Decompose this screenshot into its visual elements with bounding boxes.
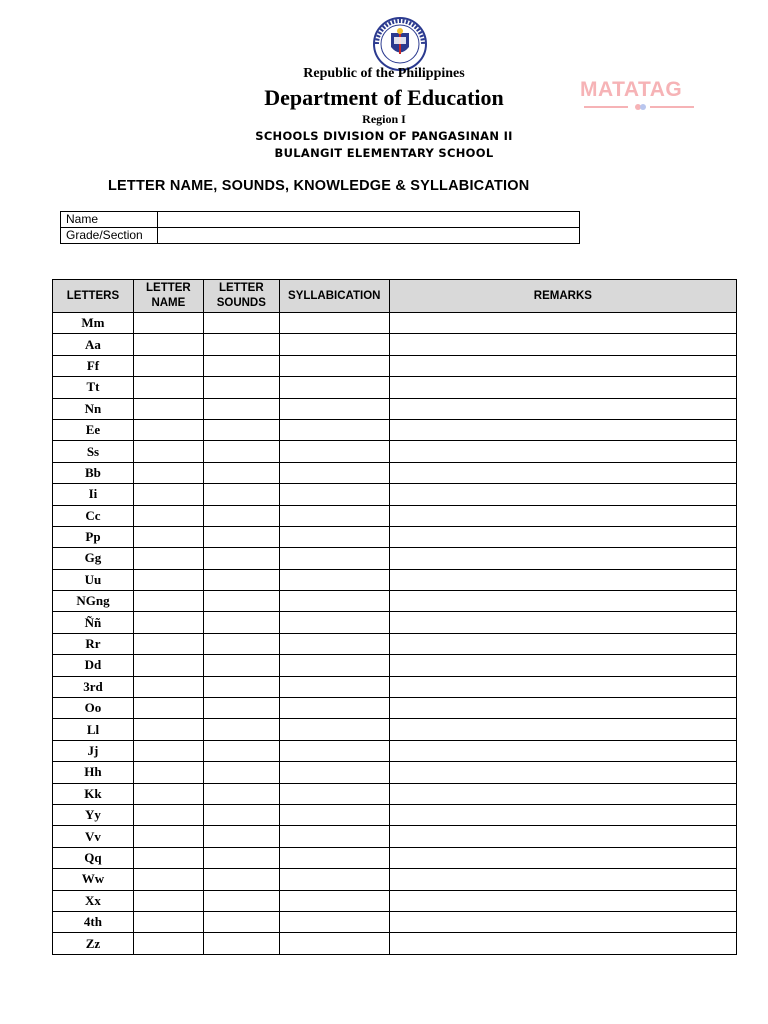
table-row (53, 377, 737, 398)
letter-sounds-cell[interactable] (203, 591, 279, 612)
remarks-cell[interactable] (389, 313, 736, 334)
letter-sounds-cell[interactable] (203, 355, 279, 376)
remarks-cell[interactable] (389, 355, 736, 376)
letter-name-cell[interactable] (133, 484, 203, 505)
remarks-cell[interactable] (389, 548, 736, 569)
remarks-cell[interactable] (389, 591, 736, 612)
letter-cell: Aa (53, 334, 134, 355)
letter-name-cell[interactable] (133, 676, 203, 697)
letter-name-cell[interactable] (133, 869, 203, 890)
remarks-cell[interactable] (389, 676, 736, 697)
table-row (53, 484, 737, 505)
deped-seal-icon (369, 17, 431, 71)
letter-name-cell[interactable] (133, 890, 203, 911)
letter-cell: Bb (53, 462, 134, 483)
letter-cell: Ll (53, 719, 134, 740)
syllabication-cell[interactable] (279, 890, 389, 911)
letter-name-cell[interactable] (133, 398, 203, 419)
table-row (53, 505, 737, 526)
letter-sounds-cell[interactable] (203, 526, 279, 547)
syllabication-cell[interactable] (279, 462, 389, 483)
table-row (53, 462, 737, 483)
matatag-logo: MATATAG (580, 78, 683, 101)
table-row (53, 911, 737, 932)
syllabication-cell[interactable] (279, 869, 389, 890)
letter-name-cell[interactable] (133, 377, 203, 398)
syllabication-cell[interactable] (279, 676, 389, 697)
letter-name-cell[interactable] (133, 783, 203, 804)
letter-cell: Vv (53, 826, 134, 847)
letter-cell: Ss (53, 441, 134, 462)
syllabication-cell[interactable] (279, 804, 389, 825)
letter-cell: Ff (53, 355, 134, 376)
table-row (53, 740, 737, 761)
syllabication-cell[interactable] (279, 933, 389, 954)
syllabication-cell[interactable] (279, 548, 389, 569)
grade-section-label: Grade/Section (61, 228, 158, 244)
remarks-cell[interactable] (389, 462, 736, 483)
header-remarks: REMARKS (389, 280, 736, 313)
syllabication-cell[interactable] (279, 633, 389, 654)
syllabication-cell[interactable] (279, 398, 389, 419)
name-label: Name (61, 212, 158, 228)
letter-name-cell[interactable] (133, 462, 203, 483)
letter-cell: Cc (53, 505, 134, 526)
name-field[interactable] (158, 212, 580, 228)
syllabication-cell[interactable] (279, 313, 389, 334)
letter-name-cell[interactable] (133, 505, 203, 526)
remarks-cell[interactable] (389, 719, 736, 740)
letter-cell: 3rd (53, 676, 134, 697)
remarks-cell[interactable] (389, 933, 736, 954)
letter-cell: Dd (53, 655, 134, 676)
letter-sounds-cell[interactable] (203, 548, 279, 569)
remarks-cell[interactable] (389, 698, 736, 719)
letter-cell: NGng (53, 591, 134, 612)
letter-sounds-cell[interactable] (203, 505, 279, 526)
letter-sounds-cell[interactable] (203, 633, 279, 654)
remarks-cell[interactable] (389, 612, 736, 633)
syllabication-cell[interactable] (279, 655, 389, 676)
header-letter-name: LETTER NAME (133, 280, 203, 313)
letter-sounds-cell[interactable] (203, 847, 279, 868)
letter-cell: Hh (53, 762, 134, 783)
table-row (53, 698, 737, 719)
letter-sounds-cell[interactable] (203, 655, 279, 676)
letter-sounds-cell[interactable] (203, 698, 279, 719)
letter-cell: Nn (53, 398, 134, 419)
remarks-cell[interactable] (389, 740, 736, 761)
republic-heading: Republic of the Philippines (303, 66, 465, 81)
matatag-logo-tagline (584, 98, 694, 106)
syllabication-cell[interactable] (279, 719, 389, 740)
letter-name-cell[interactable] (133, 441, 203, 462)
letter-sounds-cell[interactable] (203, 740, 279, 761)
table-row (53, 313, 737, 334)
letter-sounds-cell[interactable] (203, 612, 279, 633)
table-row (53, 548, 737, 569)
header-letters: LETTERS (53, 280, 134, 313)
letter-name-cell[interactable] (133, 911, 203, 932)
letter-name-cell[interactable] (133, 313, 203, 334)
letter-name-cell[interactable] (133, 762, 203, 783)
remarks-cell[interactable] (389, 398, 736, 419)
letter-cell: Rr (53, 633, 134, 654)
table-row (53, 847, 737, 868)
syllabication-cell[interactable] (279, 783, 389, 804)
table-row (53, 334, 737, 355)
letter-name-cell[interactable] (133, 933, 203, 954)
syllabication-cell[interactable] (279, 334, 389, 355)
remarks-cell[interactable] (389, 526, 736, 547)
table-row (53, 612, 737, 633)
remarks-cell[interactable] (389, 783, 736, 804)
table-row (53, 655, 737, 676)
remarks-cell[interactable] (389, 762, 736, 783)
letter-name-cell[interactable] (133, 526, 203, 547)
table-row (53, 441, 737, 462)
letter-sounds-cell[interactable] (203, 804, 279, 825)
letter-sounds-cell[interactable] (203, 890, 279, 911)
letter-sounds-cell[interactable] (203, 484, 279, 505)
table-row (53, 419, 737, 440)
division-heading: SCHOOLS DIVISION OF PANGASINAN II (255, 129, 513, 143)
syllabication-cell[interactable] (279, 612, 389, 633)
department-heading: Department of Education (264, 85, 504, 110)
letter-cell: Ww (53, 869, 134, 890)
letter-sounds-cell[interactable] (203, 911, 279, 932)
remarks-cell[interactable] (389, 633, 736, 654)
letter-sounds-cell[interactable] (203, 869, 279, 890)
letter-name-cell[interactable] (133, 655, 203, 676)
syllabication-cell[interactable] (279, 441, 389, 462)
table-row (53, 526, 737, 547)
remarks-cell[interactable] (389, 804, 736, 825)
assessment-table (52, 279, 737, 955)
letter-name-cell[interactable] (133, 826, 203, 847)
remarks-cell[interactable] (389, 826, 736, 847)
remarks-cell[interactable] (389, 847, 736, 868)
header-letter-sounds: LETTER SOUNDS (203, 280, 279, 313)
letter-cell: Tt (53, 377, 134, 398)
syllabication-cell[interactable] (279, 762, 389, 783)
letter-sounds-cell[interactable] (203, 676, 279, 697)
table-row (53, 633, 737, 654)
letter-cell: Gg (53, 548, 134, 569)
letter-name-cell[interactable] (133, 847, 203, 868)
syllabication-cell[interactable] (279, 419, 389, 440)
letter-sounds-cell[interactable] (203, 441, 279, 462)
letter-cell: Kk (53, 783, 134, 804)
table-row (53, 591, 737, 612)
syllabication-cell[interactable] (279, 591, 389, 612)
remarks-cell[interactable] (389, 419, 736, 440)
remarks-cell[interactable] (389, 334, 736, 355)
letter-sounds-cell[interactable] (203, 569, 279, 590)
letter-cell: Ññ (53, 612, 134, 633)
header-syllabication: SYLLABICATION (279, 280, 389, 313)
table-row (53, 933, 737, 954)
grade-section-field[interactable] (158, 228, 580, 244)
table-row (53, 398, 737, 419)
syllabication-cell[interactable] (279, 505, 389, 526)
letter-cell: Mm (53, 313, 134, 334)
letter-sounds-cell[interactable] (203, 377, 279, 398)
syllabication-cell[interactable] (279, 826, 389, 847)
document-title: LETTER NAME, SOUNDS, KNOWLEDGE & SYLLABICATION (108, 178, 530, 194)
remarks-cell[interactable] (389, 569, 736, 590)
table-row (53, 762, 737, 783)
letter-cell: Qq (53, 847, 134, 868)
syllabication-cell[interactable] (279, 355, 389, 376)
letter-sounds-cell[interactable] (203, 783, 279, 804)
table-header-row (53, 280, 737, 313)
region-heading: Region I (362, 112, 406, 126)
syllabication-cell[interactable] (279, 911, 389, 932)
letter-name-cell[interactable] (133, 419, 203, 440)
letter-name-cell[interactable] (133, 740, 203, 761)
syllabication-cell[interactable] (279, 377, 389, 398)
remarks-cell[interactable] (389, 655, 736, 676)
letter-name-cell[interactable] (133, 612, 203, 633)
letter-sounds-cell[interactable] (203, 826, 279, 847)
letter-sounds-cell[interactable] (203, 462, 279, 483)
letter-cell: 4th (53, 911, 134, 932)
table-row (53, 355, 737, 376)
remarks-cell[interactable] (389, 441, 736, 462)
letter-cell: Oo (53, 698, 134, 719)
letter-cell: Ee (53, 419, 134, 440)
letter-name-cell[interactable] (133, 804, 203, 825)
remarks-cell[interactable] (389, 484, 736, 505)
letter-cell: Ii (53, 484, 134, 505)
letter-name-cell[interactable] (133, 698, 203, 719)
letter-sounds-cell[interactable] (203, 398, 279, 419)
letter-sounds-cell[interactable] (203, 313, 279, 334)
letter-name-cell[interactable] (133, 633, 203, 654)
table-row (53, 676, 737, 697)
syllabication-cell[interactable] (279, 526, 389, 547)
table-row (53, 804, 737, 825)
letter-name-cell[interactable] (133, 355, 203, 376)
letter-name-cell[interactable] (133, 548, 203, 569)
letter-cell: Zz (53, 933, 134, 954)
syllabication-cell[interactable] (279, 569, 389, 590)
letter-cell: Yy (53, 804, 134, 825)
table-row (53, 826, 737, 847)
table-row (53, 569, 737, 590)
syllabication-cell[interactable] (279, 698, 389, 719)
table-row (53, 869, 737, 890)
syllabication-cell[interactable] (279, 740, 389, 761)
syllabication-cell[interactable] (279, 847, 389, 868)
school-heading: BULANGIT ELEMENTARY SCHOOL (274, 146, 494, 160)
remarks-cell[interactable] (389, 869, 736, 890)
letter-sounds-cell[interactable] (203, 419, 279, 440)
letter-cell: Jj (53, 740, 134, 761)
letter-name-cell[interactable] (133, 719, 203, 740)
syllabication-cell[interactable] (279, 484, 389, 505)
remarks-cell[interactable] (389, 911, 736, 932)
letter-name-cell[interactable] (133, 591, 203, 612)
remarks-cell[interactable] (389, 890, 736, 911)
table-row (53, 783, 737, 804)
letter-cell: Uu (53, 569, 134, 590)
letter-cell: Pp (53, 526, 134, 547)
letter-sounds-cell[interactable] (203, 933, 279, 954)
letter-sounds-cell[interactable] (203, 334, 279, 355)
table-row (53, 719, 737, 740)
letter-name-cell[interactable] (133, 334, 203, 355)
letter-sounds-cell[interactable] (203, 719, 279, 740)
remarks-cell[interactable] (389, 377, 736, 398)
student-info-table (60, 211, 580, 244)
table-row (53, 890, 737, 911)
letter-cell: Xx (53, 890, 134, 911)
remarks-cell[interactable] (389, 505, 736, 526)
letter-sounds-cell[interactable] (203, 762, 279, 783)
letter-name-cell[interactable] (133, 569, 203, 590)
